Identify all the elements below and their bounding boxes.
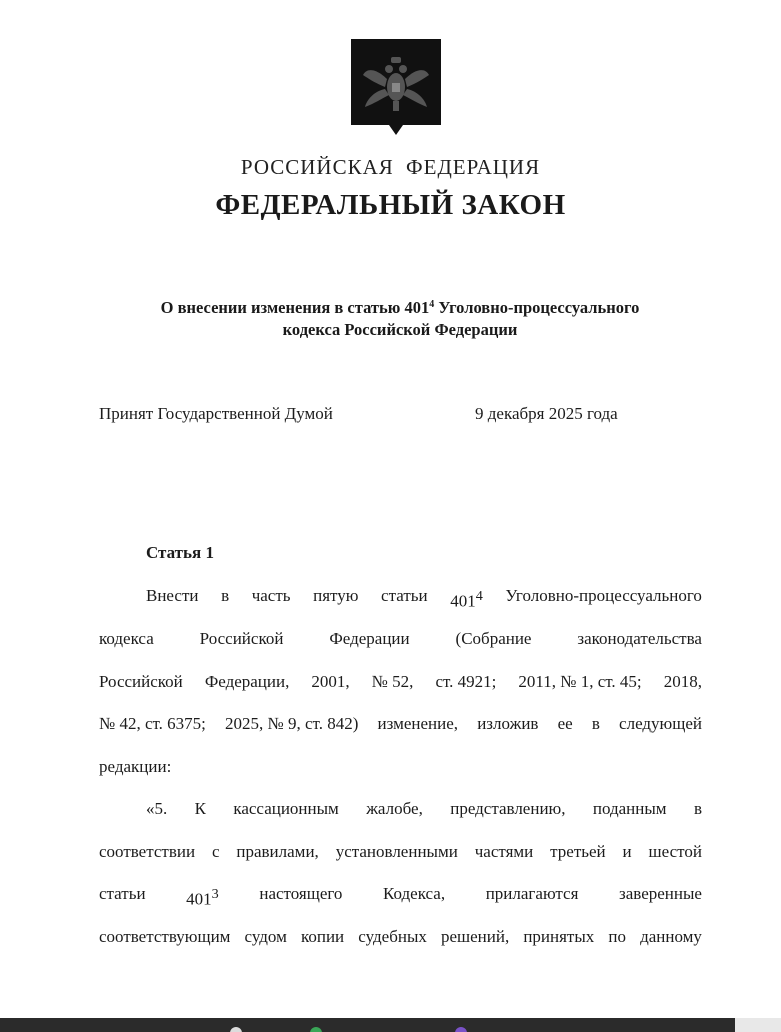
- article-word: судебных: [358, 927, 427, 946]
- article-word: 2018,: [663, 672, 702, 691]
- article-word: 2025, № 9, ст. 842): [225, 714, 359, 733]
- article-word: Российской: [199, 629, 284, 648]
- article-word: данному: [640, 927, 702, 946]
- article-word: Внести: [146, 586, 199, 605]
- article-word: 2001,: [311, 672, 350, 691]
- article-word: кодекса: [99, 629, 154, 648]
- country-heading: РОССИЙСКАЯ ФЕДЕРАЦИЯ: [240, 155, 541, 179]
- article-word: ее: [557, 714, 573, 733]
- taskbar-app-icon[interactable]: [455, 1027, 467, 1032]
- article-word: изменение,: [377, 714, 459, 733]
- law-title-line-2: кодекса Российской Федерации: [282, 320, 518, 339]
- article-word: решений,: [440, 927, 510, 946]
- article-word: и: [622, 842, 632, 861]
- article-superscript: 4: [475, 588, 483, 604]
- article-word: Российской: [99, 672, 183, 691]
- article-word: в: [221, 586, 230, 605]
- article-word: заверенные: [619, 884, 702, 903]
- article-heading: Статья 1: [146, 543, 214, 562]
- article-text-line: [146, 797, 702, 821]
- article-word: часть: [251, 586, 291, 605]
- law-title: [100, 297, 700, 341]
- article-word: третьей: [550, 842, 606, 861]
- article-word: ст. 4921;: [435, 672, 497, 691]
- article-word: представлению,: [450, 799, 566, 818]
- document-type-heading: ФЕДЕРАЛЬНЫЙ ЗАКОН: [215, 189, 566, 221]
- article-word: в: [591, 714, 600, 733]
- article-superscript: 3: [211, 886, 219, 902]
- article-text-line: [99, 627, 702, 651]
- article-word: «5.: [146, 799, 168, 818]
- article-word: соответствующим: [99, 927, 231, 946]
- article-word: статьи: [99, 884, 146, 903]
- article-word: по: [608, 927, 626, 946]
- article-word: жалобе,: [366, 799, 423, 818]
- article-word: $401^3$: [186, 886, 219, 909]
- article-word: редакции:: [99, 757, 172, 776]
- article-word: К: [194, 799, 206, 818]
- article-text-line: [99, 670, 702, 694]
- article-word: копии: [300, 927, 345, 946]
- adopted-by-text: Принят Государственной Думой: [99, 404, 333, 423]
- article-word: следующей: [619, 714, 702, 733]
- article-text-line: [99, 882, 702, 909]
- article-word: Кодекса,: [383, 884, 446, 903]
- article-text-line: [99, 712, 702, 736]
- article-text-line: [99, 755, 702, 779]
- article-word: Федерации,: [204, 672, 290, 691]
- article-word: статьи: [381, 586, 428, 605]
- taskbar-app-icon[interactable]: [230, 1027, 242, 1032]
- article-word: кассационным: [233, 799, 339, 818]
- article-word: с: [211, 842, 220, 861]
- taskbar-app-icon[interactable]: [310, 1027, 322, 1032]
- coat-of-arms-icon: [351, 39, 441, 135]
- article-word: $401^4$: [450, 588, 483, 611]
- article-word: правилами,: [236, 842, 319, 861]
- law-title-line-1: О внесении изменения в статью $401^4$ Уголовно-процессуального: [160, 298, 640, 317]
- article-word: № 42, ст. 6375;: [99, 714, 206, 733]
- article-text-line: [146, 584, 702, 611]
- article-word: в: [693, 799, 702, 818]
- adoption-date: 9 декабря 2025 года: [475, 404, 618, 423]
- article-word: № 52,: [371, 672, 414, 691]
- article-word: частями: [474, 842, 534, 861]
- article-word: изложив: [477, 714, 539, 733]
- article-word: установленными: [335, 842, 458, 861]
- article-word: поданным: [592, 799, 667, 818]
- article-word: соответствии: [99, 842, 196, 861]
- article-text-line: [99, 925, 702, 949]
- taskbar-tray: [735, 1018, 781, 1032]
- article-word: Уголовно-процессуального: [505, 586, 702, 605]
- article-word: судом: [244, 927, 287, 946]
- article-word: 2011, № 1, ст. 45;: [518, 672, 642, 691]
- article-word: настоящего: [259, 884, 343, 903]
- article-word: принятых: [523, 927, 595, 946]
- article-word: (Собрание: [455, 629, 532, 648]
- taskbar: [0, 1018, 781, 1032]
- article-word: пятую: [313, 586, 359, 605]
- article-text-line: [99, 840, 702, 864]
- article-word: шестой: [648, 842, 702, 861]
- article-word: Федерации: [329, 629, 410, 648]
- article-word: законодательства: [577, 629, 702, 648]
- article-word: прилагаются: [485, 884, 579, 903]
